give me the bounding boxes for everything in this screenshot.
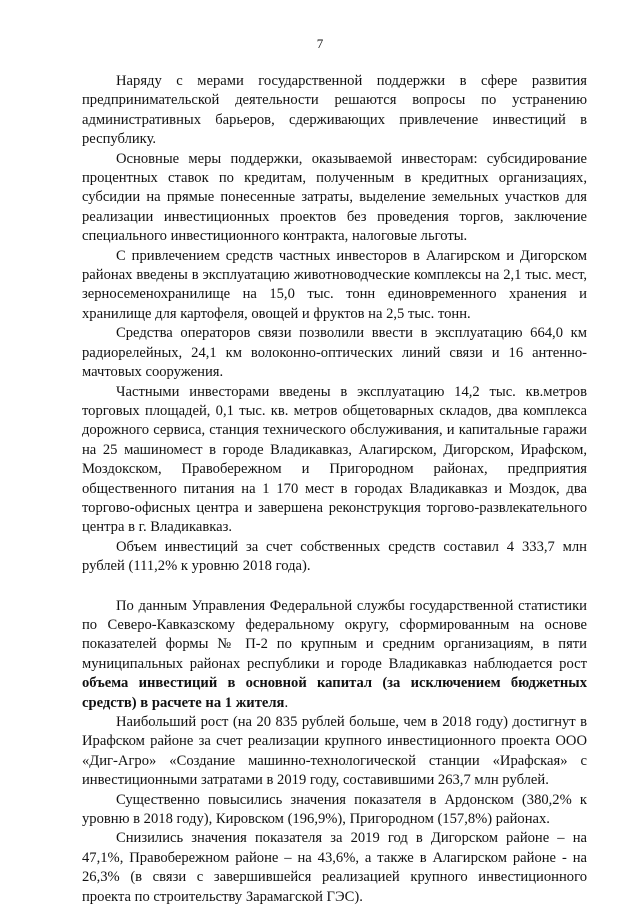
rosstat-bold-indicator: объема инвестиций в основной капитал (за исключением бюджетных средств) в расчете на 1 жителя: [82, 675, 587, 711]
paragraph-rosstat-data: [82, 597, 587, 713]
paragraph-admin-barriers: Наряду с мерами государственной поддержки в сфере развития предпринимательской деятельности решаются вопросы по устранению административных барьеров, сдерживающих привлечение инвестиций в республику.: [82, 73, 587, 148]
paragraph-telecom-operators: Средства операторов связи позволили ввести в эксплуатацию 664,0 км радиорелейных, 24,1 км волоконно-оптических линий связи и 16 антенно-мачтовых сооружения.: [82, 325, 587, 381]
paragraph-own-funds-investment: Объем инвестиций за счет собственных средств составил 4 333,7 млн рублей (111,2% к уровню 2018 года).: [82, 538, 587, 575]
page-number: 7: [316, 36, 324, 51]
document-body: [82, 72, 587, 907]
paragraph-commercial-facilities: Частными инвесторами введены в эксплуатацию 14,2 тыс. кв.метров торговых площадей, 0,1 тыс. кв. метров общетоварных складов, два комплекса дорожного сервиса, станция технического обслуживания, и капитальные гаражи на 25 машиномест в городе Владикавказ, Алагирском, Дигорском, Ирафском, Моздокском, Правобережном и Пригородном районах, предприятия общественного питания на 1 170 мест в городах Владикавказ и Моздок, два торгово-офисных центра и завершена реконструкция торгово-развлекательного центра в г. Владикавказ.: [82, 383, 587, 536]
paragraph-significant-increase: Существенно повысились значения показателя в Ардонском (380,2% к уровню в 2018 году), Кировском (196,9%), Пригородном (157,8%) районах.: [82, 791, 587, 828]
paragraph-private-investors-agro: С привлечением средств частных инвесторов в Алагирском и Дигорском районах введены в эксплуатацию животноводческие комплексы на 2,1 тыс. мест, зерносеменохранилище на 15,0 тыс. тонн единовременного хранения и хранилище для картофеля, овощей и фруктов на 2,5 тыс. тонн.: [82, 247, 587, 322]
rosstat-text-after: .: [284, 694, 289, 711]
paragraph-decrease: Снизились значения показателя за 2019 год в Дигорском районе – на 47,1%, Правобережном районе – на 43,6%, а также в Алагирском районе - на 26,3% (в связи с завершившейся реализацией крупного инвестиционного проекта по строительству Зарамагской ГЭС).: [82, 830, 587, 905]
paragraph-irafsky-growth: Наибольший рост (на 20 835 рублей больше, чем в 2018 году) достигнут в Ирафском районе за счет реализации крупного инвестиционного проекта ООО «Диг-Агро» «Создание машинно-технологической станции «Ирафская» с инвестиционными затратами в 2019 году, составившими 263,7 млн рублей.: [82, 714, 587, 789]
paragraph-spacer: [82, 577, 587, 597]
paragraph-support-measures: Основные меры поддержки, оказываемой инвесторам: субсидирование процентных ставок по кредитам, полученным в кредитных организациях, субсидии на прямые понесенные затраты, выделение земельных участков для реализации инвестиционных проектов без проведения торгов, заключение специального инвестиционного контракта, налоговые льготы.: [82, 150, 587, 245]
rosstat-text-before: По данным Управления Федеральной службы государственной статистики по Северо-Кавказскому федеральному округу, сформированным на основе показателей формы № П-2 по крупным и средним организациям, в пяти муниципальных районах республики и городе Владикавказ наблюдается рост: [82, 597, 587, 672]
